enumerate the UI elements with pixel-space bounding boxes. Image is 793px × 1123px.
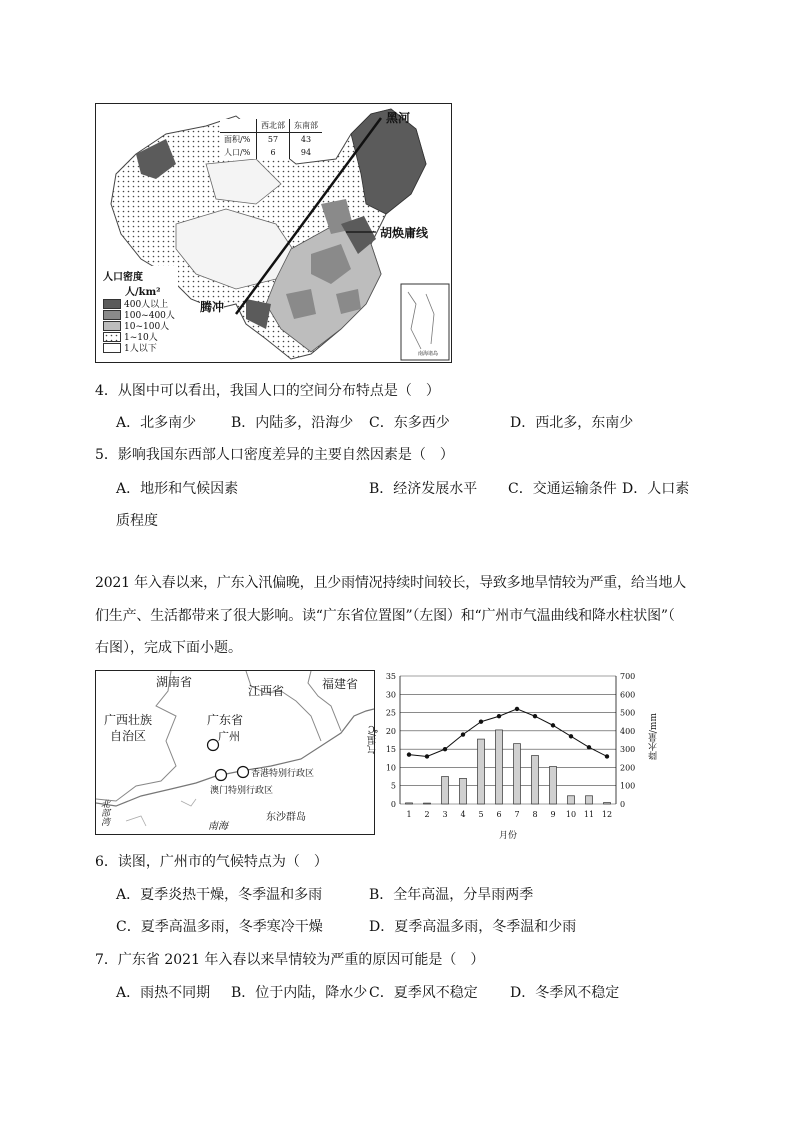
q4-option-c[interactable]: C．东多西少 xyxy=(369,415,450,431)
x-tick-label: 9 xyxy=(550,810,556,819)
passage-line-2: 们生产、生活都带来了很大影响。读“广东省位置图”（左图）和“广州市气温曲线和降水柱状图”（ xyxy=(95,608,675,624)
temperature-point xyxy=(551,723,555,727)
heihe-label: 黑河 xyxy=(386,111,411,125)
nanhai-label: 南海 xyxy=(208,821,228,832)
question-4-stem: 4．从图中可以看出，我国人口的空间分布特点是（ ） xyxy=(95,383,440,399)
precip-bar xyxy=(478,739,485,804)
guangdong-location-map xyxy=(95,670,375,835)
y-left-tick-label: 15 xyxy=(385,745,396,755)
precip-bar xyxy=(460,778,467,804)
q6-option-d[interactable]: D．夏季高温多雨，冬季温和少雨 xyxy=(369,919,577,935)
beibu-label: 北部湾 xyxy=(99,799,109,826)
precip-bar xyxy=(586,796,593,804)
legend-swatch xyxy=(103,310,121,320)
q5-option-c[interactable]: C．交通运输条件 xyxy=(508,481,617,497)
table-cell: 57 xyxy=(257,133,290,147)
hongkong-marker xyxy=(238,767,249,778)
q7-option-b[interactable]: B．位于内陆，降水少 xyxy=(231,985,368,1001)
legend-title-1: 人口密度 xyxy=(103,272,143,283)
temperature-point xyxy=(497,714,501,718)
legend-swatch xyxy=(103,343,121,353)
table-cell: 6 xyxy=(257,146,290,159)
legend-swatch xyxy=(103,321,121,331)
y-left-tick-label: 0 xyxy=(390,800,396,809)
y-left-tick-label: 35 xyxy=(385,672,396,681)
legend-label: 10~100人 xyxy=(124,322,170,332)
guangdong-map-graphic xyxy=(96,671,374,834)
y-left-tick-label: 30 xyxy=(385,690,396,700)
table-header-empty xyxy=(220,119,257,133)
legend-label: 400人以上 xyxy=(124,300,169,310)
macau-label: 澳门特别行政区 xyxy=(210,786,274,796)
area-population-table xyxy=(220,119,322,159)
precip-bar xyxy=(532,756,539,804)
q7-option-d[interactable]: D．冬季风不稳定 xyxy=(510,985,620,1001)
q4-option-a[interactable]: A．北多南少 xyxy=(116,415,197,431)
q6-option-a[interactable]: A．夏季炎热干燥，冬季温和多雨 xyxy=(116,887,323,903)
question-6-stem: 6．读图，广州市的气候特点为（ ） xyxy=(95,854,328,870)
y-right-tick-label: 200 xyxy=(620,763,636,773)
y-right-tick-label: 100 xyxy=(620,781,636,791)
hongkong-label: 香港特别行政区 xyxy=(251,769,315,779)
q4-option-b[interactable]: B．内陆多，沿海少 xyxy=(231,415,354,431)
q6-option-b[interactable]: B．全年高温，分旱雨两季 xyxy=(369,887,534,903)
fujian-label: 福建省 xyxy=(322,677,359,691)
temperature-point xyxy=(479,720,483,724)
precip-bar xyxy=(568,796,575,804)
x-tick-label: 5 xyxy=(478,810,484,819)
population-density-map xyxy=(95,103,452,363)
tengchong-label: 腾冲 xyxy=(200,300,225,314)
temperature-point xyxy=(605,754,609,758)
y-right-tick-label: 700 xyxy=(620,672,636,681)
y-left-tick-label: 10 xyxy=(385,763,396,773)
guangxi-label-2: 自治区 xyxy=(110,729,147,743)
legend-swatch xyxy=(103,299,121,309)
hu-line-label: 胡焕庸线 xyxy=(380,226,429,240)
x-tick-label: 1 xyxy=(406,810,412,819)
temperature-point xyxy=(587,745,591,749)
guangzhou-marker xyxy=(208,740,219,751)
legend-label: 100~400人 xyxy=(124,311,175,321)
guangxi-label: 广西壮族 xyxy=(104,713,153,727)
x-tick-label: 7 xyxy=(514,810,520,819)
question-5-stem: 5．影响我国东西部人口密度差异的主要自然因素是（ ） xyxy=(95,447,454,463)
q5-option-a[interactable]: A．地形和气候因素 xyxy=(116,481,239,497)
temperature-point xyxy=(407,752,411,756)
x-tick-label: 4 xyxy=(460,810,466,819)
y-left-tick-label: 20 xyxy=(385,726,396,736)
precip-bar xyxy=(406,803,413,804)
x-tick-label: 2 xyxy=(424,810,430,819)
precip-bar xyxy=(604,803,611,804)
precip-bar xyxy=(442,777,449,804)
dongsha-label: 东沙群岛 xyxy=(266,812,306,823)
x-tick-label: 11 xyxy=(583,810,595,819)
climate-chart-svg xyxy=(364,668,664,843)
precip-bar xyxy=(550,767,557,804)
table-header-northwest: 西北部 xyxy=(257,119,290,133)
legend-swatch xyxy=(103,332,121,342)
temperature-point xyxy=(461,732,465,736)
jiangxi-label: 江西省 xyxy=(248,684,285,698)
legend-label: 1~10人 xyxy=(124,333,158,343)
y-right-label: 降水量/mm xyxy=(649,713,659,761)
x-tick-label: 12 xyxy=(601,810,613,819)
hunan-label: 湖南省 xyxy=(156,675,193,689)
q5-option-d[interactable]: D．人口素 xyxy=(622,481,690,497)
guangzhou-label: 广州 xyxy=(218,730,240,743)
legend-item xyxy=(103,342,175,353)
table-cell: 面积/% xyxy=(220,133,257,147)
y-right-tick-label: 600 xyxy=(620,690,636,700)
question-7-stem: 7．广东省 2021 年入春以来旱情较为严重的原因可能是（ ） xyxy=(95,952,485,968)
legend-title-2: 人/km² xyxy=(125,287,161,298)
y-right-tick-label: 0 xyxy=(620,800,626,809)
temperature-point xyxy=(533,714,537,718)
y-left-tick-label: 25 xyxy=(385,708,396,718)
x-axis-label: 月份 xyxy=(499,831,518,841)
table-cell: 人口/% xyxy=(220,146,257,159)
x-tick-label: 3 xyxy=(442,810,448,819)
q5-option-b[interactable]: B．经济发展水平 xyxy=(369,481,478,497)
y-right-tick-label: 500 xyxy=(620,708,636,718)
passage-line-1: 2021 年入春以来，广东入汛偏晚，且少雨情况持续时间较长，导致多地旱情较为严重，给当地人 xyxy=(95,575,687,591)
guangzhou-climate-chart xyxy=(364,668,664,843)
q4-option-d[interactable]: D．西北多，东南少 xyxy=(510,415,634,431)
q6-option-c[interactable]: C．夏季高温多雨，冬季寒冷干燥 xyxy=(116,919,323,935)
inset-label: 南海诸岛 xyxy=(418,351,439,357)
x-tick-label: 6 xyxy=(496,810,502,819)
y-right-tick-label: 400 xyxy=(620,726,636,736)
temperature-point xyxy=(425,754,429,758)
temperature-point xyxy=(443,747,447,751)
precip-bar xyxy=(424,803,431,804)
macau-marker xyxy=(216,770,227,781)
q5-option-d-continued: 质程度 xyxy=(116,513,158,529)
guangdong-label: 广东省 xyxy=(207,713,244,727)
x-tick-label: 8 xyxy=(532,810,538,819)
y-left-label: 气温/℃ xyxy=(368,723,378,755)
temperature-point xyxy=(569,734,573,738)
q7-option-c[interactable]: C．夏季风不稳定 xyxy=(369,985,478,1001)
precip-bar xyxy=(514,744,521,804)
passage-line-3: 右图），完成下面小题。 xyxy=(95,640,242,656)
table-cell: 43 xyxy=(300,135,312,144)
map-legend xyxy=(100,266,178,355)
legend-label: 1人以下 xyxy=(124,344,157,354)
q7-option-a[interactable]: A．雨热不同期 xyxy=(116,985,211,1001)
table-cell: 94 xyxy=(300,148,312,157)
x-tick-label: 10 xyxy=(565,810,577,819)
y-left-tick-label: 5 xyxy=(390,781,396,791)
table-header-southeast: 东南部 xyxy=(290,119,323,133)
y-right-tick-label: 300 xyxy=(620,745,636,755)
temperature-point xyxy=(515,707,519,711)
precip-bar xyxy=(496,730,503,804)
